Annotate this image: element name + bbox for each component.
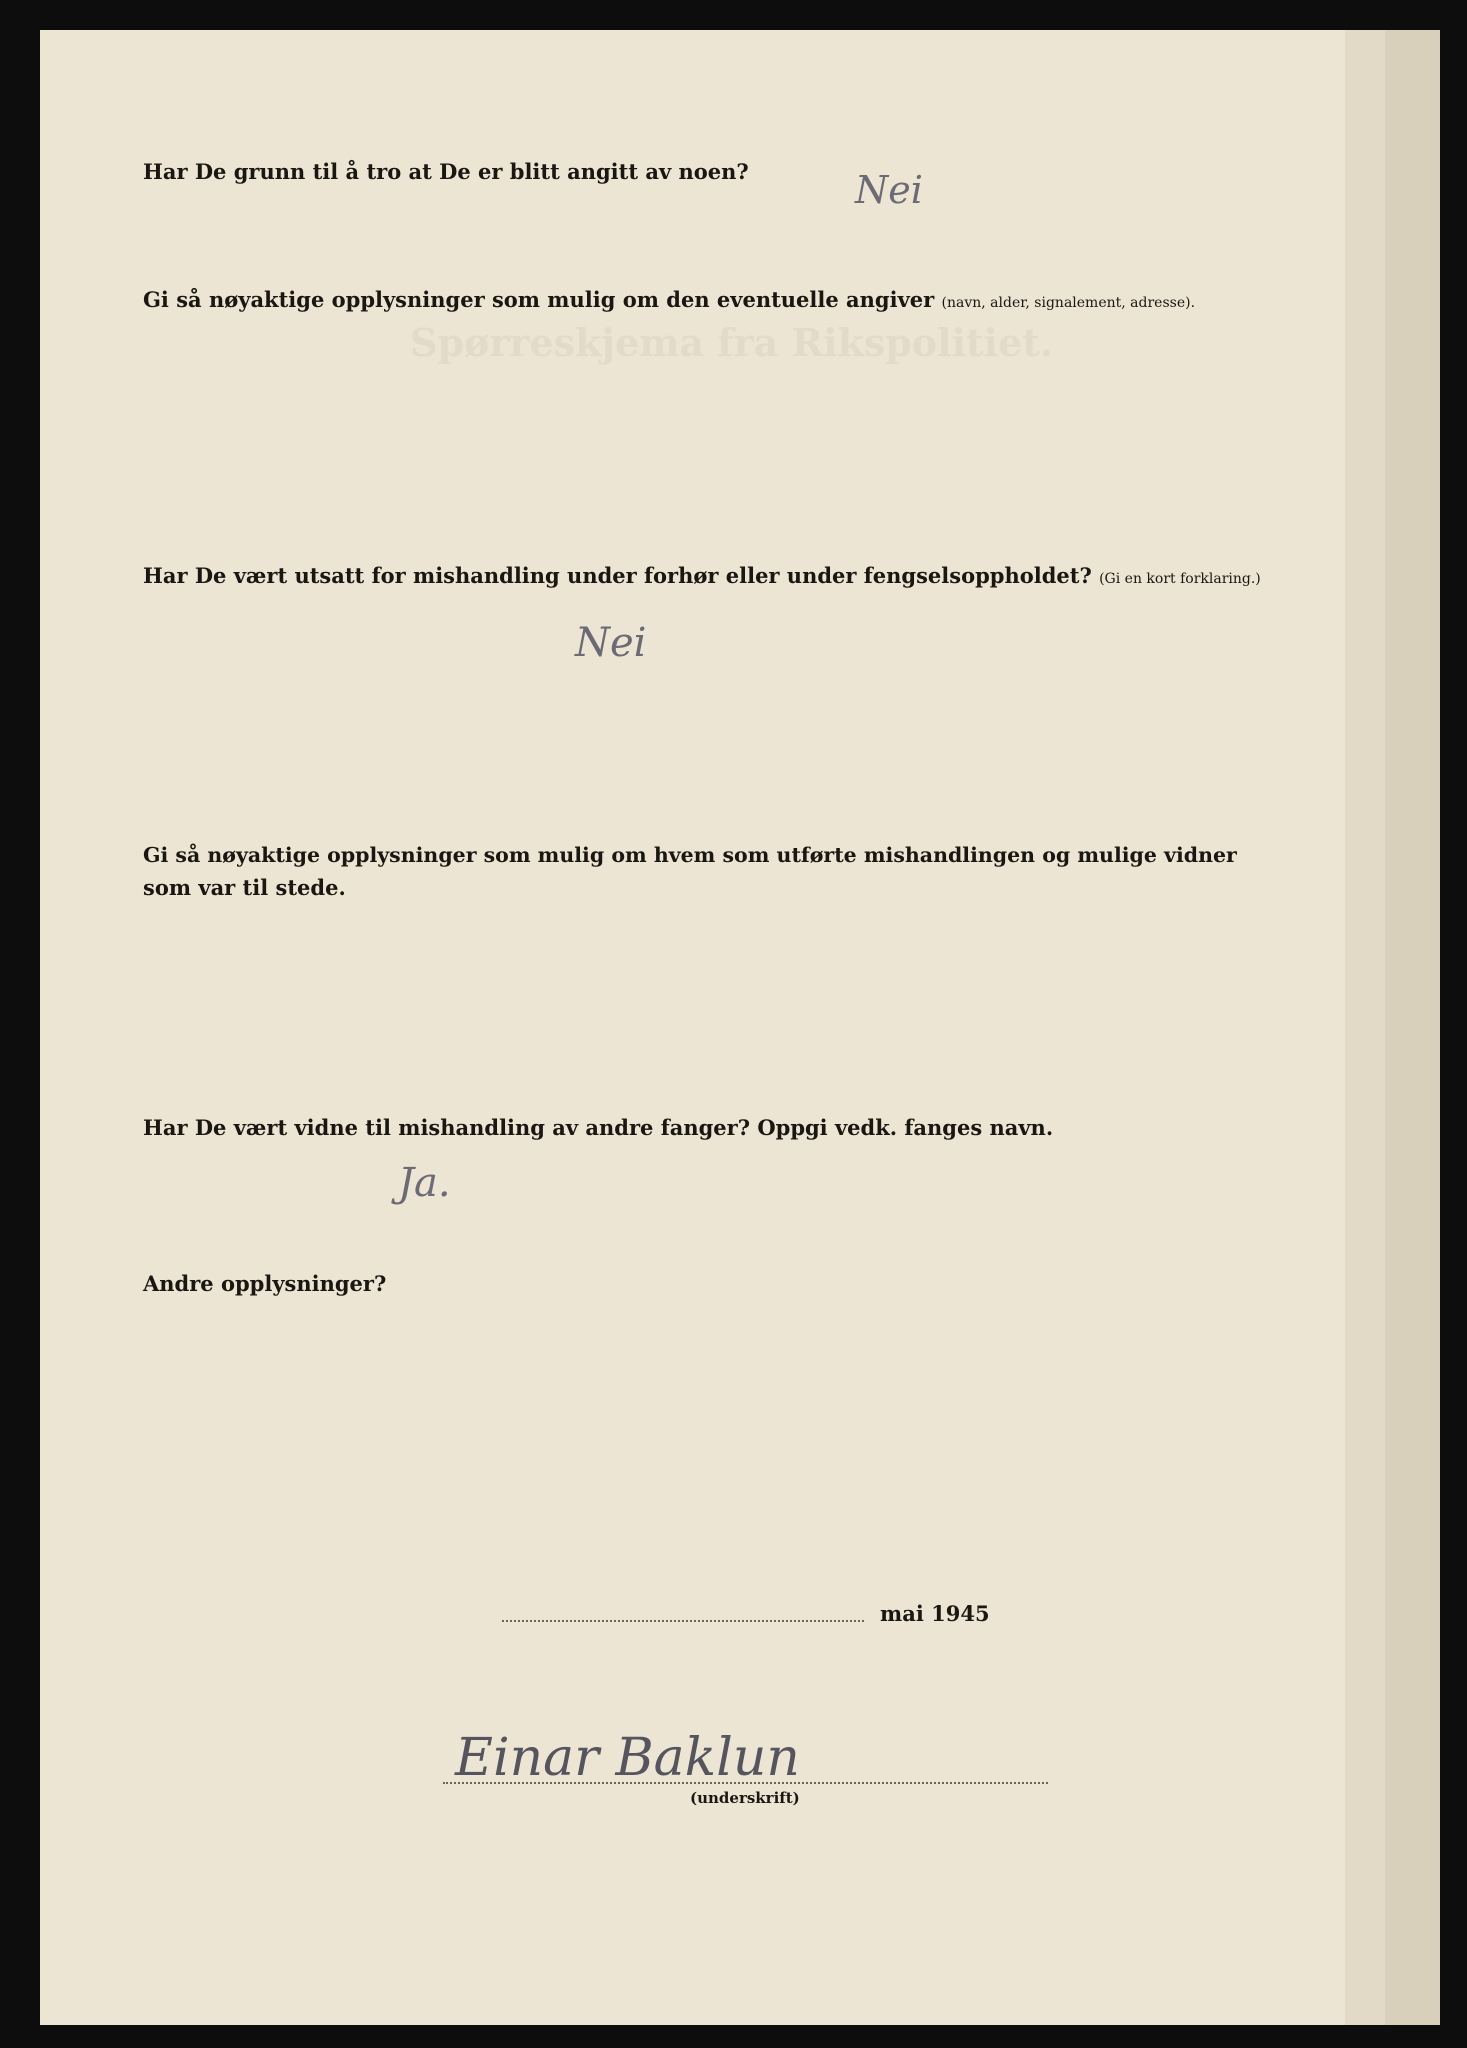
question-informer-text: Gi så nøyaktige opplysninger som mulig om den eventuelle angiver: [143, 287, 935, 312]
question-mistreatment-note: (Gi en kort forklaring.): [1099, 571, 1261, 587]
question-other-info: Andre opplysninger?: [143, 1271, 387, 1296]
answer-denounced: Nei: [855, 168, 923, 212]
signature-label: (underskrift): [690, 1789, 800, 1807]
question-perpetrators-line1: Gi så nøyaktige opplysninger som mulig om hvem som utførte mishandlingen og mulige vidner: [143, 843, 1237, 867]
question-perpetrators-line2: som var til stede.: [143, 874, 346, 900]
question-informer-note: (navn, alder, signalement, adresse).: [941, 295, 1196, 311]
question-mistreatment-text: Har De vært utsatt for mishandling under forhør eller under fengselsoppholdet?: [143, 563, 1092, 588]
question-mistreatment: [143, 560, 1261, 593]
date-text: mai 1945: [880, 1601, 990, 1626]
paper-edge: [1345, 30, 1385, 2025]
question-witness: Har De vært vidne til mishandling av andre fanger? Oppgi vedk. fanges navn.: [143, 1115, 1054, 1140]
question-denounced: Har De grunn til å tro at De er blitt angitt av noen?: [143, 159, 749, 184]
answer-witness: Ja.: [398, 1160, 451, 1206]
date-dotted-line: [502, 1620, 864, 1622]
signature-dotted-line: [443, 1782, 1048, 1784]
question-informer: [143, 284, 1195, 317]
paper-edge: [1385, 30, 1440, 2025]
question-perpetrators: [143, 840, 1358, 904]
signature: Einar Baklun: [455, 1728, 800, 1788]
show-through-heading: Spørreskjema fra Rikspolitiet.: [410, 320, 1053, 365]
answer-mistreatment: Nei: [575, 620, 647, 666]
